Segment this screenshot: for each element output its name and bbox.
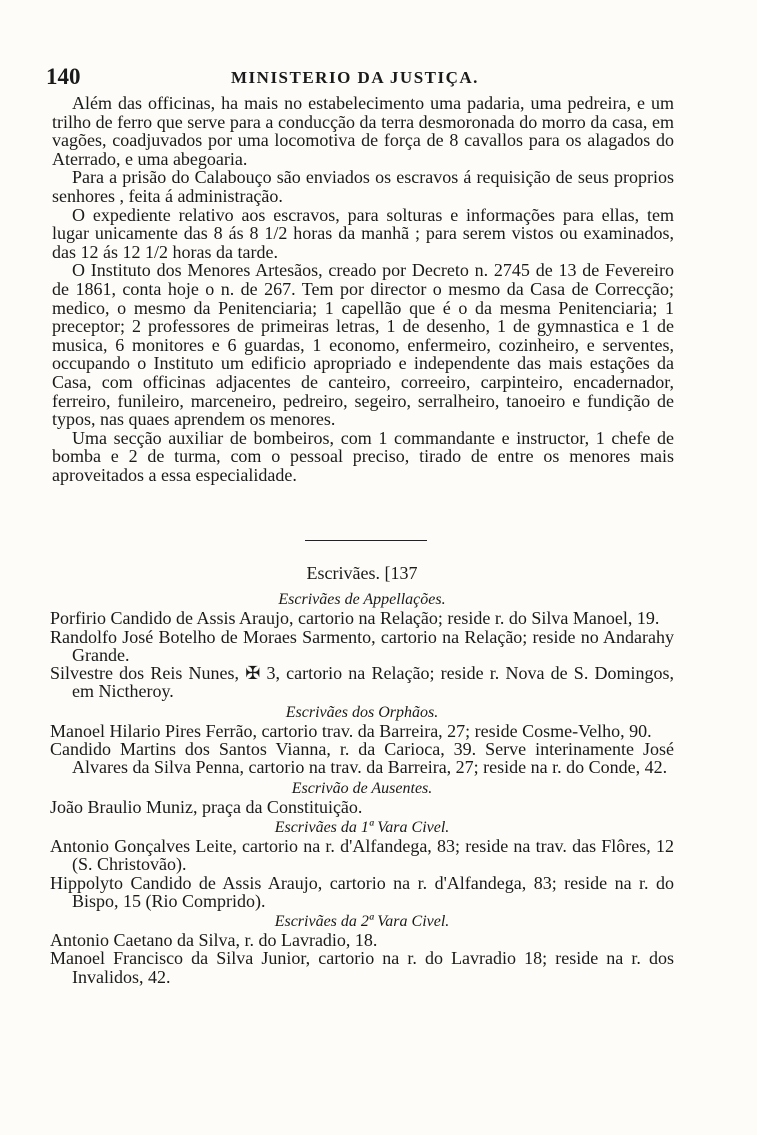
running-head: MINISTERIO DA JUSTIÇA. [231, 68, 479, 87]
list-item: Hippolyto Candido de Assis Araujo, cartorio na r. d'Alfandega, 83; reside na r. do Bispo, 15 (Rio Comprido). [50, 872, 674, 911]
list-item: Candido Martins dos Santos Vianna, r. da Carioca, 39. Serve interinamente José Alvares da Silva Penna, cartorio na trav. da Barreira, 27; reside na r. do Conde, 42. [50, 739, 674, 778]
list-item: Antonio Gonçalves Leite, cartorio na r. d'Alfandega, 83; reside na trav. das Flôres, 12 (S. Christovão). [50, 835, 674, 875]
page-header [46, 62, 686, 92]
list-item: Randolfo José Botelho de Moraes Sarmento, cartorio na Relação; reside no Andarahy Grande. [50, 626, 674, 665]
subheading-ausentes: Escrivão de Ausentes. [291, 779, 433, 797]
paragraph-instituto: O Instituto dos Menores Artesãos, creado por Decreto n. 2745 de 13 de Fevereiro de 1861, conta hoje o n. de 267. Tem por director o mesmo da Casa de Correcção; medico, o mesmo da Penitenciaria; 1 capellão que é o da mesma Penitenciaria; 1 preceptor; 2 professores de primeiras letras, 1 de desenho, 1 de gymnastica e 1 de musica, 6 monitores e 6 guardas, 1 economo, enfermeiro, cozinheiro, e serventes, occupando o Instituto um edificio apropriado e independente das mais estações da Casa, com officinas adjacentes de canteiro, correeiro, carpinteiro, encadernador, ferreiro, funileiro, marceneiro, pedreiro, segeiro, serralheiro, tanoeiro e fundição de typos, nas quaes aprendem os menores. [52, 260, 674, 430]
subheading-2a-vara-civel: Escrivães da 2ª Vara Civel. [274, 913, 450, 931]
list-item: João Braulio Muniz, praça da Constituição. [50, 796, 363, 817]
paragraph-expediente: O expediente relativo aos escravos, para solturas e informações para ellas, tem lugar unicamente das 8 ás 8 1/2 horas da manhã ; para serem vistos ou examinados, das 12 ás 12 1/2 horas da tarde. [52, 204, 674, 262]
paragraph-calabouco: Para a prisão do Calabouço são enviados os escravos á requisição de seus proprios senhores , feita á administração. [52, 167, 674, 206]
paragraph-officinas: Além das officinas, ha mais no estabelecimento uma padaria, uma pedreira, e um trilho de ferro que serve para a conducção da terra desmoronada do morro da casa, em vagões, coadjuvados por uma locomotiva de força de 8 cavallos para os alagados do Aterrado, e uma abegoaria. [52, 93, 674, 169]
subheading-appellacoes: Escrivães de Appellações. [278, 591, 446, 609]
escrivaes-listing [50, 564, 674, 986]
page-number: 140 [46, 64, 81, 89]
listing-title: Escrivães. [137 [306, 563, 418, 583]
list-item: Manoel Francisco da Silva Junior, cartorio na r. do Lavradio 18; reside na r. dos Invalidos, 42. [50, 948, 674, 987]
list-item: Manoel Hilario Pires Ferrão, cartorio trav. da Barreira, 27; reside Cosme-Velho, 90. [50, 720, 652, 741]
subheading-1a-vara-civel: Escrivães da 1ª Vara Civel. [274, 818, 450, 836]
paragraph-bombeiros: Uma secção auxiliar de bombeiros, com 1 commandante e instructor, 1 chefe de bomba e 2 de turma, com o pessoal preciso, tirado de entre os menores mais aproveitados a essa especialidade. [52, 427, 674, 485]
list-item: Antonio Caetano da Silva, r. do Lavradio, 18. [50, 930, 378, 951]
list-item: Porfirio Candido de Assis Araujo, cartorio na Relação; reside r. do Silva Manoel, 19. [50, 608, 660, 629]
section-divider [305, 540, 427, 541]
subheading-orphaos: Escrivães dos Orphãos. [285, 703, 439, 721]
body-text [52, 94, 674, 484]
list-item: Silvestre dos Reis Nunes, ✠ 3, cartorio na Relação; reside r. Nova de S. Domingos, em Nictheroy. [50, 663, 674, 702]
